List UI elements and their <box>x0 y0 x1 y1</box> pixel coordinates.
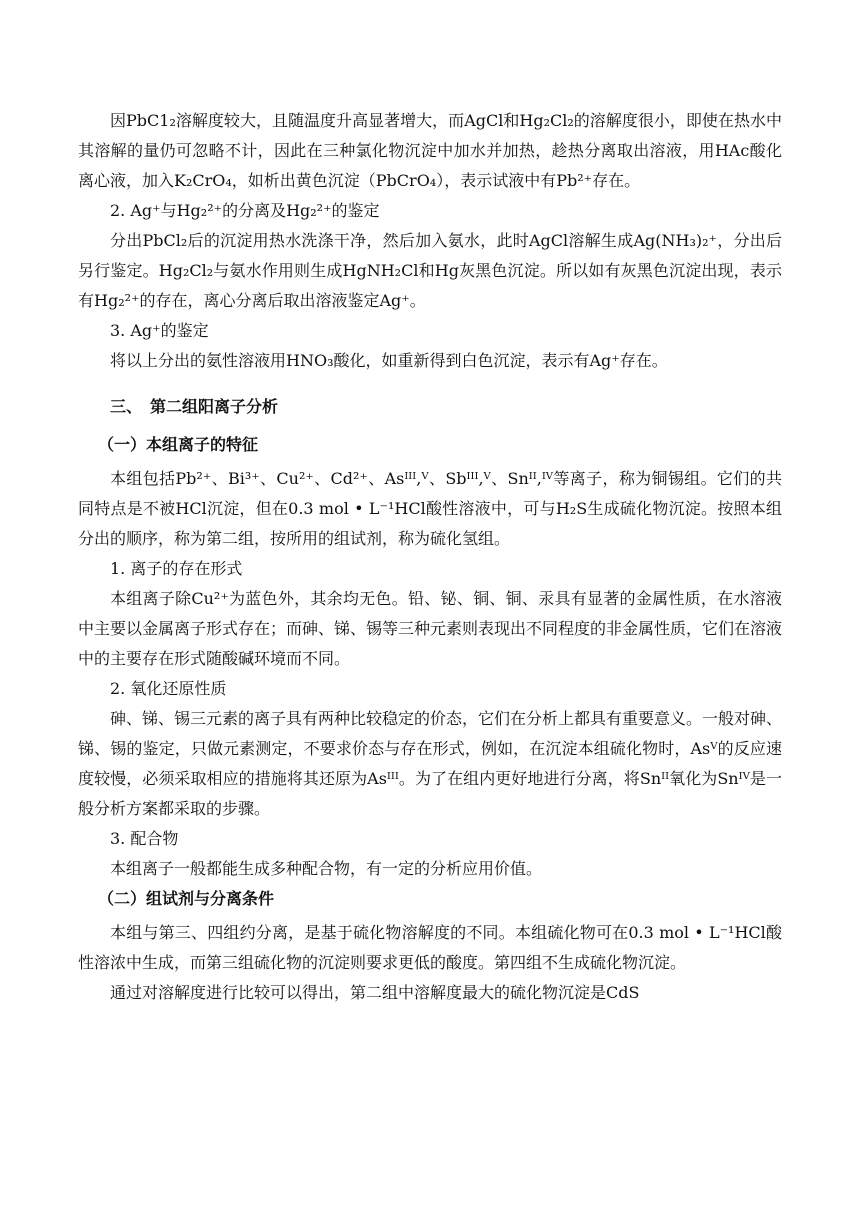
paragraph: 本组离子除Cu²⁺为蓝色外，其余均无色。铅、铋、铜、铜、汞具有显著的金属性质，在水溶液中主要以金属离子形式存在；而砷、锑、锡等三种元素则表现出不同程度的非金属性质，它们在溶液中的主要存在形式随酸碱环境而不同。 <box>78 589 783 668</box>
document-body <box>78 106 782 1008</box>
item-heading: 2. 氧化还原性质 <box>110 679 227 698</box>
paragraph: 本组离子一般都能生成多种配合物，有一定的分析应用价值。 <box>110 859 543 878</box>
paragraph: 分出PbCl₂后的沉淀用热水洗涤干净，然后加入氨水，此时AgCl溶解生成Ag(NH₃)₂⁺，分出后另行鉴定。Hg₂Cl₂与氨水作用则生成HgNH₂Cl和Hg灰黑色沉淀。所以如有灰黑色沉淀出现，表示有Hg₂²⁺的存在，离心分离后取出溶液鉴定Ag⁺。 <box>78 231 782 310</box>
paragraph: 本组与第三、四组约分离，是基于硫化物溶解度的不同。本组硫化物可在0.3 mol • L⁻¹HCl酸性溶浓中生成，而第三组硫化物的沉淀则要求更低的酸度。第四组不生成硫化物沉淀。 <box>78 923 782 972</box>
subsection-heading: （二）组试剂与分离条件 <box>98 889 275 908</box>
item-heading: 3. 配合物 <box>110 829 179 848</box>
paragraph: 砷、锑、锡三元素的离子具有两种比较稳定的价态，它们在分析上都具有重要意义。一般对砷、锑、锡的鉴定，只做元素测定，不要求价态与存在形式，例如，在沉淀本组硫化物时，Asⱽ的反应速度较慢，必须采取相应的措施将其还原为Asᴵᴵᴵ。为了在组内更好地进行分离，将Snᴵᴵ氧化为Snᴵⱽ是一般分析方案都采取的步骤。 <box>78 709 783 818</box>
paragraph: 本组包括Pb²⁺、Bi³⁺、Cu²⁺、Cd²⁺、Asᴵᴵᴵ,ⱽ、Sbᴵᴵᴵ,ⱽ、Snᴵᴵ,ᴵⱽ等离子，称为铜锡组。它们的共同特点是不被HCl沉淀，但在0.3 mol • L⁻¹HCl酸性溶液中，可与H₂S生成硫化物沉淀。按照本组分出的顺序，称为第二组，按所用的组试剂，称为硫化氢组。 <box>78 469 782 548</box>
subsection-heading: （一）本组离子的特征 <box>98 435 259 454</box>
item-heading: 2. Ag⁺与Hg₂²⁺的分离及Hg₂²⁺的鉴定 <box>110 201 380 220</box>
item-heading: 3. Ag⁺的鉴定 <box>110 321 209 340</box>
section-heading: 三、 第二组阳离子分析 <box>110 397 279 416</box>
paragraph: 通过对溶解度进行比较可以得出，第二组中溶解度最大的硫化物沉淀是CdS <box>110 983 640 1002</box>
paragraph: 将以上分出的氨性溶液用HNO₃酸化，如重新得到白色沉淀，表示有Ag⁺存在。 <box>110 351 668 370</box>
paragraph: 因PbC1₂溶解度较大，且随温度升高显著增大，而AgCl和Hg₂Cl₂的溶解度很小，即使在热水中其溶解的量仍可忽略不计，因此在三种氯化物沉淀中加水并加热，趁热分离取出溶液，用HAc酸化离心液，加入K₂CrO₄，如析出黄色沉淀（PbCrO₄），表示试液中有Pb²⁺存在。 <box>78 111 782 190</box>
item-heading: 1. 离子的存在形式 <box>110 559 243 578</box>
